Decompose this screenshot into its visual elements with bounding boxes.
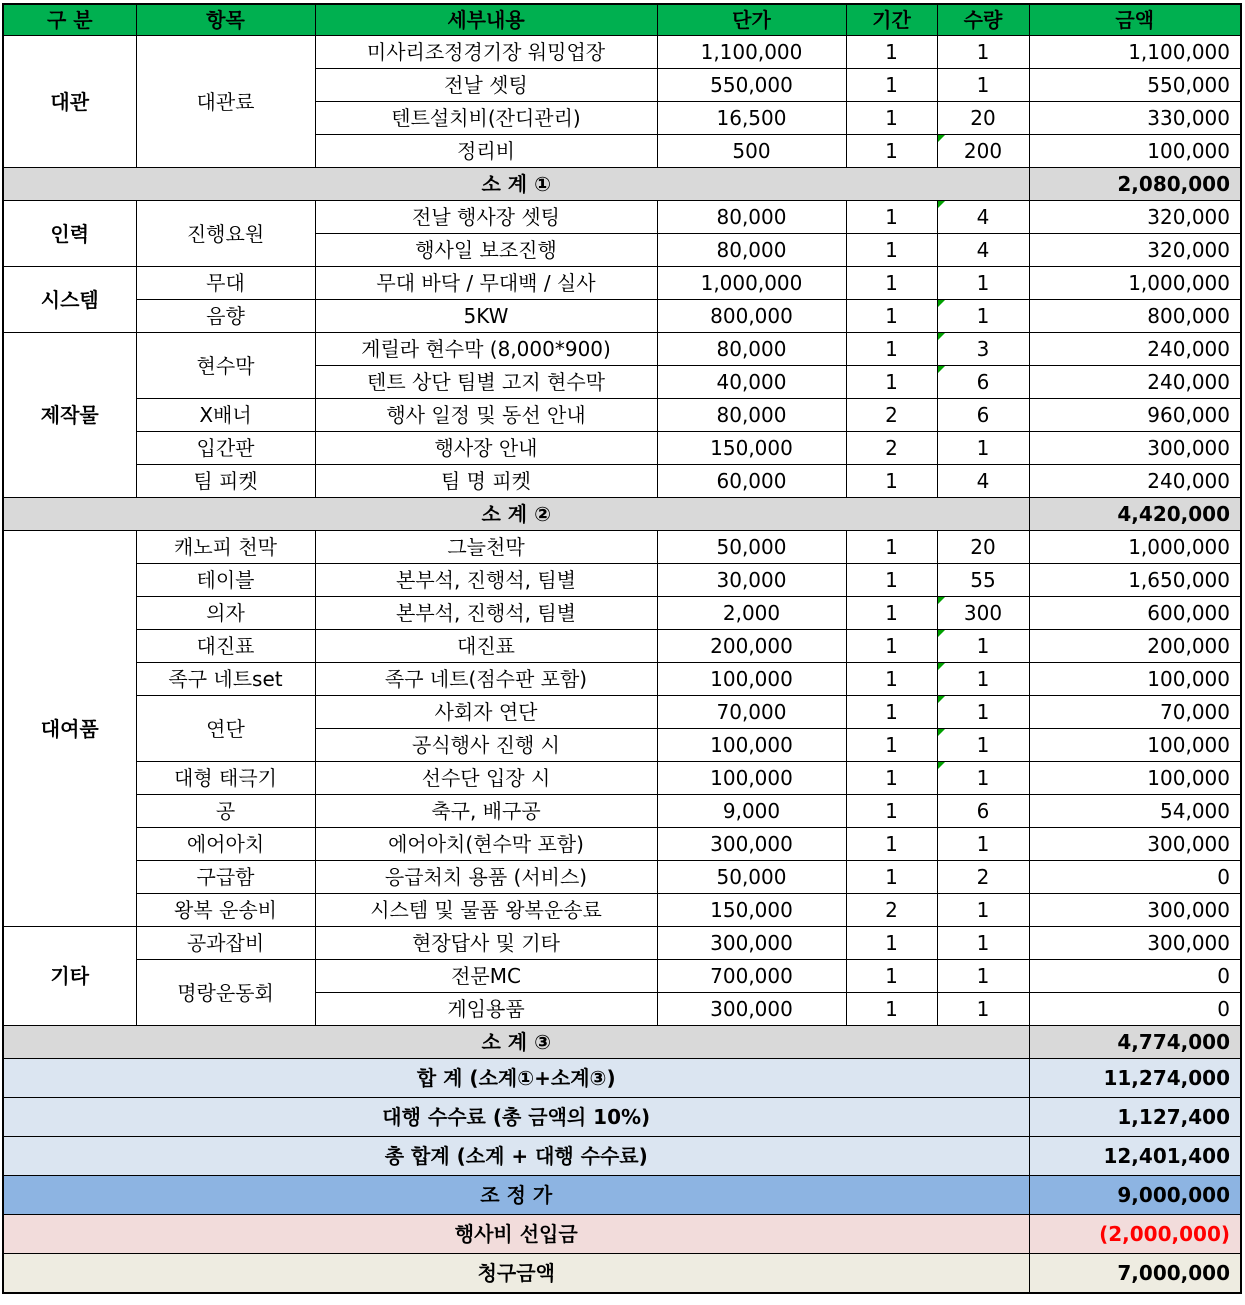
period-cell: 1 [846,927,937,960]
period-cell: 2 [846,399,937,432]
qty-cell: 4 [937,234,1029,267]
subtotal-label: 소 계 ③ [3,1026,1029,1059]
budget-table [2,3,1242,1294]
advance-payment-label: 행사비 선입금 [3,1215,1029,1254]
item-cell: X배너 [136,399,315,432]
detail-cell: 전날 셋팅 [315,69,657,102]
amount-cell: 70,000 [1029,696,1241,729]
price-cell: 100,000 [657,762,846,795]
detail-cell: 공식행사 진행 시 [315,729,657,762]
detail-cell: 전문MC [315,960,657,993]
period-cell: 1 [846,465,937,498]
table-row [3,267,1241,300]
price-cell: 70,000 [657,696,846,729]
agency-fee-label: 대행 수수료 (총 금액의 10%) [3,1098,1029,1137]
item-cell: 의자 [136,597,315,630]
total-label: 합 계 (소계①+소계③) [3,1059,1029,1098]
price-cell: 2,000 [657,597,846,630]
table-row [3,432,1241,465]
billed-amount-label: 청구금액 [3,1254,1029,1294]
qty-cell: 1 [937,69,1029,102]
item-cell: 족구 네트set [136,663,315,696]
header-period: 기간 [846,4,937,36]
price-cell: 700,000 [657,960,846,993]
item-cell: 공과잡비 [136,927,315,960]
table-row [3,201,1241,234]
amount-cell: 240,000 [1029,465,1241,498]
price-cell: 1,100,000 [657,36,846,69]
qty-cell: 1 [937,927,1029,960]
period-cell: 1 [846,993,937,1026]
period-cell: 1 [846,828,937,861]
amount-cell: 200,000 [1029,630,1241,663]
amount-cell: 100,000 [1029,663,1241,696]
table-row [3,960,1241,993]
qty-cell: 6 [937,366,1029,399]
table-row [3,795,1241,828]
price-cell: 100,000 [657,663,846,696]
price-cell: 1,000,000 [657,267,846,300]
table-row [3,630,1241,663]
detail-cell: 5KW [315,300,657,333]
price-cell: 50,000 [657,861,846,894]
table-row [3,399,1241,432]
price-cell: 30,000 [657,564,846,597]
period-cell: 1 [846,102,937,135]
item-cell: 공 [136,795,315,828]
detail-cell: 에어아치(현수막 포함) [315,828,657,861]
table-row [3,894,1241,927]
subtotal-row [3,1026,1241,1059]
adjusted-price-amount: 9,000,000 [1029,1176,1241,1215]
period-cell: 1 [846,663,937,696]
price-cell: 60,000 [657,465,846,498]
subtotal-row [3,168,1241,201]
amount-cell: 1,000,000 [1029,531,1241,564]
qty-cell: 4 [937,465,1029,498]
period-cell: 2 [846,432,937,465]
price-cell: 200,000 [657,630,846,663]
category-cell: 인력 [3,201,136,267]
qty-cell: 20 [937,102,1029,135]
detail-cell: 전날 행사장 셋팅 [315,201,657,234]
qty-cell: 1 [937,894,1029,927]
header-item: 항목 [136,4,315,36]
grand-total-amount: 12,401,400 [1029,1137,1241,1176]
qty-cell: 1 [937,729,1029,762]
detail-cell: 텐트 상단 팀별 고지 현수막 [315,366,657,399]
table-row [3,300,1241,333]
qty-cell: 4 [937,201,1029,234]
amount-cell: 300,000 [1029,828,1241,861]
header-amount: 금액 [1029,4,1241,36]
period-cell: 1 [846,762,937,795]
header-category: 구 분 [3,4,136,36]
billed-amount-value: 7,000,000 [1029,1254,1241,1294]
table-row [3,531,1241,564]
period-cell: 1 [846,960,937,993]
detail-cell: 게릴라 현수막 (8,000*900) [315,333,657,366]
detail-cell: 팀 명 피켓 [315,465,657,498]
qty-cell: 1 [937,993,1029,1026]
qty-cell: 300 [937,597,1029,630]
advance-payment-amount: (2,000,000) [1029,1215,1241,1254]
amount-cell: 300,000 [1029,432,1241,465]
amount-cell: 300,000 [1029,927,1241,960]
table-row [3,333,1241,366]
amount-cell: 1,650,000 [1029,564,1241,597]
item-cell: 테이블 [136,564,315,597]
item-cell: 명랑운동회 [136,960,315,1026]
period-cell: 1 [846,366,937,399]
billed-amount-row [3,1254,1241,1294]
qty-cell: 1 [937,267,1029,300]
subtotal-row [3,498,1241,531]
price-cell: 80,000 [657,333,846,366]
price-cell: 16,500 [657,102,846,135]
item-cell: 입간판 [136,432,315,465]
qty-cell: 1 [937,663,1029,696]
period-cell: 1 [846,795,937,828]
qty-cell: 1 [937,828,1029,861]
table-row [3,927,1241,960]
item-cell: 무대 [136,267,315,300]
item-cell: 연단 [136,696,315,762]
amount-cell: 0 [1029,861,1241,894]
qty-cell: 2 [937,861,1029,894]
price-cell: 9,000 [657,795,846,828]
period-cell: 2 [846,894,937,927]
period-cell: 1 [846,861,937,894]
period-cell: 1 [846,564,937,597]
qty-cell: 3 [937,333,1029,366]
period-cell: 1 [846,597,937,630]
detail-cell: 텐트설치비(잔디관리) [315,102,657,135]
detail-cell: 게임용품 [315,993,657,1026]
detail-cell: 선수단 입장 시 [315,762,657,795]
amount-cell: 1,000,000 [1029,267,1241,300]
period-cell: 1 [846,696,937,729]
detail-cell: 미사리조정경기장 워밍업장 [315,36,657,69]
detail-cell: 무대 바닥 / 무대백 / 실사 [315,267,657,300]
table-row [3,696,1241,729]
price-cell: 50,000 [657,531,846,564]
category-cell: 대여품 [3,531,136,927]
qty-cell: 55 [937,564,1029,597]
grand-total-row [3,1137,1241,1176]
table-row [3,663,1241,696]
item-cell: 진행요원 [136,201,315,267]
qty-cell: 1 [937,696,1029,729]
amount-cell: 330,000 [1029,102,1241,135]
price-cell: 40,000 [657,366,846,399]
detail-cell: 족구 네트(점수판 포함) [315,663,657,696]
item-cell: 구급함 [136,861,315,894]
table-row [3,36,1241,69]
period-cell: 1 [846,135,937,168]
header-detail: 세부내용 [315,4,657,36]
header-unit-price: 단가 [657,4,846,36]
price-cell: 300,000 [657,927,846,960]
subtotal-label: 소 계 ① [3,168,1029,201]
amount-cell: 300,000 [1029,894,1241,927]
item-cell: 현수막 [136,333,315,399]
adjusted-price-row [3,1176,1241,1215]
detail-cell: 정리비 [315,135,657,168]
item-cell: 대형 태극기 [136,762,315,795]
qty-cell: 200 [937,135,1029,168]
amount-cell: 600,000 [1029,597,1241,630]
item-cell: 팀 피켓 [136,465,315,498]
detail-cell: 시스템 및 물품 왕복운송료 [315,894,657,927]
detail-cell: 행사 일정 및 동선 안내 [315,399,657,432]
table-row [3,465,1241,498]
price-cell: 80,000 [657,201,846,234]
advance-payment-row [3,1215,1241,1254]
category-cell: 대관 [3,36,136,168]
detail-cell: 응급처치 용품 (서비스) [315,861,657,894]
period-cell: 1 [846,300,937,333]
amount-cell: 320,000 [1029,234,1241,267]
qty-cell: 6 [937,795,1029,828]
subtotal-amount: 4,774,000 [1029,1026,1241,1059]
total-row [3,1059,1241,1098]
adjusted-price-label: 조 정 가 [3,1176,1029,1215]
price-cell: 800,000 [657,300,846,333]
table-row [3,861,1241,894]
table-row [3,828,1241,861]
subtotal-amount: 4,420,000 [1029,498,1241,531]
price-cell: 500 [657,135,846,168]
detail-cell: 본부석, 진행석, 팀별 [315,597,657,630]
item-cell: 대관료 [136,36,315,168]
amount-cell: 100,000 [1029,135,1241,168]
qty-cell: 1 [937,432,1029,465]
agency-fee-amount: 1,127,400 [1029,1098,1241,1137]
period-cell: 1 [846,333,937,366]
detail-cell: 사회자 연단 [315,696,657,729]
amount-cell: 54,000 [1029,795,1241,828]
subtotal-label: 소 계 ② [3,498,1029,531]
category-cell: 제작물 [3,333,136,498]
item-cell: 대진표 [136,630,315,663]
price-cell: 80,000 [657,399,846,432]
qty-cell: 1 [937,762,1029,795]
qty-cell: 1 [937,960,1029,993]
qty-cell: 1 [937,630,1029,663]
period-cell: 1 [846,36,937,69]
table-row [3,564,1241,597]
detail-cell: 대진표 [315,630,657,663]
amount-cell: 1,100,000 [1029,36,1241,69]
item-cell: 캐노피 천막 [136,531,315,564]
amount-cell: 240,000 [1029,333,1241,366]
amount-cell: 800,000 [1029,300,1241,333]
detail-cell: 행사일 보조진행 [315,234,657,267]
period-cell: 1 [846,69,937,102]
item-cell: 왕복 운송비 [136,894,315,927]
item-cell: 음향 [136,300,315,333]
detail-cell: 그늘천막 [315,531,657,564]
price-cell: 80,000 [657,234,846,267]
amount-cell: 550,000 [1029,69,1241,102]
price-cell: 150,000 [657,894,846,927]
qty-cell: 20 [937,531,1029,564]
period-cell: 1 [846,201,937,234]
price-cell: 150,000 [657,432,846,465]
amount-cell: 240,000 [1029,366,1241,399]
detail-cell: 현장답사 및 기타 [315,927,657,960]
category-cell: 기타 [3,927,136,1026]
agency-fee-row [3,1098,1241,1137]
price-cell: 300,000 [657,993,846,1026]
amount-cell: 0 [1029,960,1241,993]
qty-cell: 1 [937,36,1029,69]
grand-total-label: 총 합계 (소계 + 대행 수수료) [3,1137,1029,1176]
period-cell: 1 [846,531,937,564]
price-cell: 550,000 [657,69,846,102]
qty-cell: 6 [937,399,1029,432]
item-cell: 에어아치 [136,828,315,861]
category-cell: 시스템 [3,267,136,333]
period-cell: 1 [846,729,937,762]
detail-cell: 본부석, 진행석, 팀별 [315,564,657,597]
price-cell: 300,000 [657,828,846,861]
detail-cell: 축구, 배구공 [315,795,657,828]
amount-cell: 320,000 [1029,201,1241,234]
total-amount: 11,274,000 [1029,1059,1241,1098]
period-cell: 1 [846,234,937,267]
amount-cell: 100,000 [1029,729,1241,762]
amount-cell: 0 [1029,993,1241,1026]
amount-cell: 100,000 [1029,762,1241,795]
table-row [3,597,1241,630]
amount-cell: 960,000 [1029,399,1241,432]
period-cell: 1 [846,630,937,663]
subtotal-amount: 2,080,000 [1029,168,1241,201]
period-cell: 1 [846,267,937,300]
qty-cell: 1 [937,300,1029,333]
header-row [3,4,1241,36]
table-row [3,762,1241,795]
price-cell: 100,000 [657,729,846,762]
header-quantity: 수량 [937,4,1029,36]
detail-cell: 행사장 안내 [315,432,657,465]
